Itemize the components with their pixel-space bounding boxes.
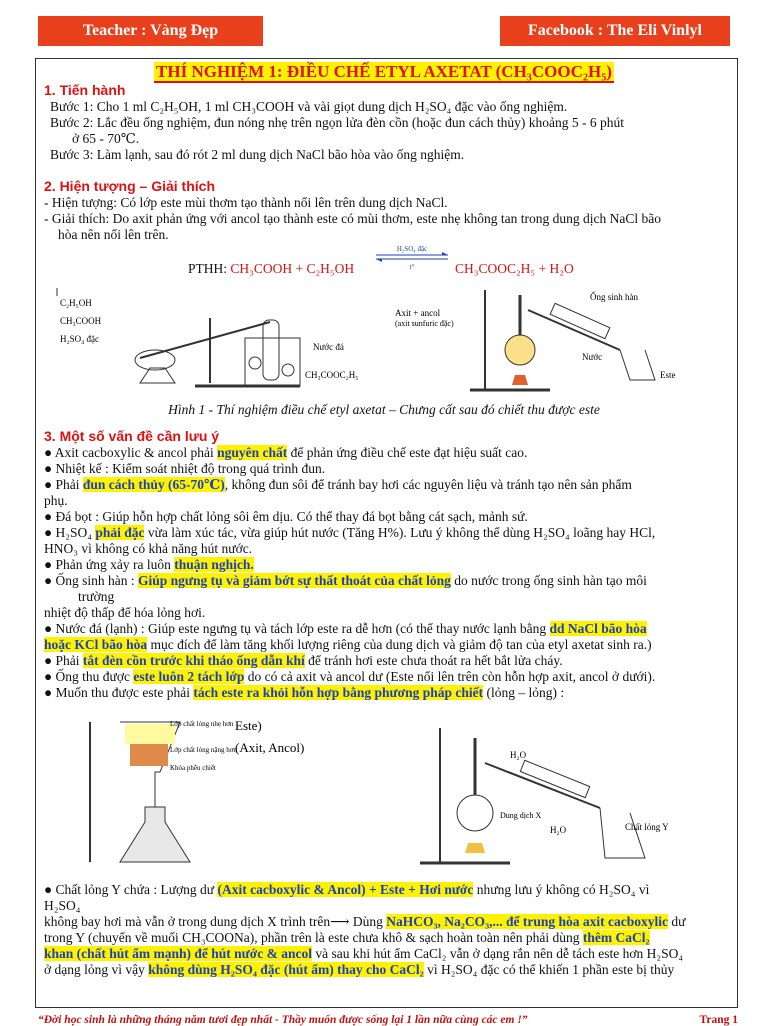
note-4: ● Đá bọt : Giúp hỗn hợp chất lỏng sôi êm dịu. Có thể thay đá bọt bằng cát sạch, mảnh sứ. bbox=[44, 509, 528, 524]
svg-text:(axit sunfuric đặc): (axit sunfuric đặc) bbox=[395, 319, 454, 328]
note-12-cont3: trong Y (chuyển về muối CH₃COONa), phần trên là este chưa khô & sạch hoàn toàn nên phải dùng thêm CaCl₂ bbox=[44, 930, 650, 945]
note-3-cont: phụ. bbox=[44, 493, 68, 508]
note-1: ● Axit cacboxylic & ancol phải nguyên chất để phản ứng điều chế este đạt hiệu suất cao. bbox=[44, 445, 528, 460]
explanation-cont: hòa nên nổi lên trên. bbox=[58, 227, 169, 242]
equation-lhs: CH₃COOH + C₂H₅OH bbox=[230, 261, 355, 276]
note-12: ● Chất lỏng Y chứa : Lượng dư (Axit cacboxylic & Ancol) + Este + Hơi nước nhưng lưu ý không có H₂SO₄ vì bbox=[44, 882, 650, 897]
step-3: Bước 3: Làm lạnh, sau đó rót 2 ml dung dịch NaCl bão hòa vào ống nghiệm. bbox=[50, 147, 465, 162]
equation-rhs: CH₃COOC₂H₅ + H₂O bbox=[455, 261, 574, 276]
svg-text:C₂H₅OH: C₂H₅OH bbox=[60, 298, 92, 308]
note-12-cont4: khan (chất hút ẩm mạnh) để hút nước & ancol và sau khi hút ẩm CaCl₂ vẫn ở dạng rắn nên dễ tách este hơn H₂SO₄ bbox=[44, 946, 684, 961]
svg-text:Dung dịch X: Dung dịch X bbox=[500, 811, 542, 820]
phenomenon: - Hiện tượng: Có lớp este mùi thơm tạo thành nổi lên trên dung dịch NaCl. bbox=[44, 195, 448, 210]
note-7-cont2: nhiệt độ thấp để hóa lỏng hơi. bbox=[44, 605, 206, 620]
note-2: ● Nhiệt kế : Kiểm soát nhiệt độ trong quá trình đun. bbox=[44, 461, 326, 476]
teacher-label: Teacher : Vàng Đẹp bbox=[82, 22, 219, 39]
note-3: ● Phải đun cách thủy (65-70℃), không đun sôi để tránh bay hơi các nguyên liệu và tránh tạo nên sản phẩm bbox=[44, 477, 632, 492]
teacher-banner bbox=[38, 16, 263, 46]
facebook-label: Facebook : The Eli Vinlyl bbox=[528, 22, 702, 39]
figure-1-right bbox=[390, 280, 710, 398]
note-12-cont2: không bay hơi mà vẫn ở trong dung dịch X trình trên⟶ Dùng NaHCO₃, Na₂CO₃,... để trung hòa axit cacboxylic dư bbox=[44, 914, 686, 929]
figure-2-right bbox=[400, 718, 710, 868]
figure-2-left bbox=[60, 712, 360, 872]
svg-text:Este): Este) bbox=[235, 718, 262, 733]
step-2-cont: ở 65 - 70℃. bbox=[72, 131, 140, 146]
figure-1-left bbox=[55, 288, 385, 398]
step-1: Bước 1: Cho 1 ml C₂H₅OH, 1 ml CH₃COOH và vài giọt dung dịch H₂SO₄ đặc vào ống nghiệm. bbox=[50, 99, 568, 114]
svg-text:CH₃COOC₂H₅: CH₃COOC₂H₅ bbox=[305, 370, 359, 380]
svg-text:H₂SO₄ đặc: H₂SO₄ đặc bbox=[60, 334, 100, 344]
svg-text:H₂O: H₂O bbox=[550, 825, 567, 835]
svg-text:Lớp chất lỏng nhẹ hơn: Lớp chất lỏng nhẹ hơn bbox=[170, 720, 234, 728]
note-8: ● Nước đá (lạnh) : Giúp este ngưng tụ và tách lớp este ra dễ hơn (có thể thay nước lạnh bằng dd NaCl bão hòa bbox=[44, 621, 647, 636]
note-5-cont: HNO₃ vì không có khả năng hút nước. bbox=[44, 541, 253, 556]
note-6: ● Phản ứng xảy ra luôn thuận nghịch. bbox=[44, 557, 254, 572]
note-9: ● Phải tắt đèn cồn trước khi tháo ống dẫn khí để tránh hơi este chưa thoát ra hết bắt lửa cháy. bbox=[44, 653, 563, 668]
note-10: ● Ống thu được este luôn 2 tách lớp do có cả axit và ancol dư (Este nổi lên trên còn hỗn hợp axit, ancol ở dưới). bbox=[44, 669, 656, 684]
svg-text:(Axit, Ancol): (Axit, Ancol) bbox=[235, 740, 305, 755]
equation: PTHH: CH₃COOH + C₂H₅OH bbox=[188, 261, 355, 276]
svg-text:Khóa phễu chiết: Khóa phễu chiết bbox=[170, 764, 216, 772]
section-3-heading: 3. Một số vấn đề cần lưu ý bbox=[44, 428, 220, 444]
svg-text:Ống sinh hàn: Ống sinh hàn bbox=[590, 292, 638, 302]
svg-text:Chất lỏng Y: Chất lỏng Y bbox=[625, 822, 669, 832]
step-2: Bước 2: Lắc đều ống nghiệm, đun nóng nhẹ trên ngọn lửa đèn cồn (hoặc đun cách thủy) khoảng 5 - 6 phút bbox=[50, 115, 625, 130]
svg-text:Este: Este bbox=[660, 370, 676, 380]
note-7: ● Ống sinh hàn : Giúp ngưng tụ và giảm bớt sự thất thoát của chất lỏng do nước trong ống sinh hàn tạo môi bbox=[44, 573, 647, 588]
section-1-heading: 1. Tiến hành bbox=[44, 82, 126, 98]
note-12-cont5: ở dạng lỏng vì vậy không dùng H₂SO₄ đặc (hút ẩm) thay cho CaCl₂ vì H₂SO₄ đặc có thể khiến 1 phần este bị thủy bbox=[44, 962, 675, 977]
note-8-cont: hoặc KCl bão hòa mục đích để làm tăng khối lượng riêng của dung dịch và giảm độ tan của etyl axetat sinh ra.) bbox=[44, 637, 652, 652]
facebook-banner bbox=[500, 16, 730, 46]
explanation: - Giải thích: Do axit phản ứng với ancol tạo thành este có mùi thơm, este nhẹ không tan trong dung dịch NaCl bão bbox=[44, 211, 661, 226]
footer-quote: “Đời học sinh là những tháng năm tươi đẹp nhất - Thầy muốn được sống lại 1 lần nữa cùng các em !” bbox=[38, 1014, 528, 1026]
note-11: ● Muốn thu được este phải tách este ra khỏi hỗn hợp bằng phương pháp chiết (lỏng – lỏng) : bbox=[44, 685, 565, 700]
svg-text:Lớp chất lỏng nặng hơn: Lớp chất lỏng nặng hơn bbox=[170, 746, 237, 754]
svg-text:H₂SO₄ đặc: H₂SO₄ đặc bbox=[396, 245, 428, 253]
figure-caption: Hình 1 - Thí nghiệm điều chế etyl axetat – Chưng cất sau đó chiết thu được este bbox=[168, 402, 600, 417]
page-number: Trang 1 bbox=[699, 1014, 738, 1026]
svg-text:Nước đá: Nước đá bbox=[313, 342, 344, 352]
svg-text:CH₃COOH: CH₃COOH bbox=[60, 316, 102, 326]
footer bbox=[38, 1014, 738, 1026]
svg-text:Nước: Nước bbox=[582, 352, 603, 362]
page-title: THÍ NGHIỆM 1: ĐIỀU CHẾ ETYL AXETAT (CH₃COOC₂H₅) bbox=[156, 62, 612, 81]
note-5: ● H₂SO₄ phải đặc vừa làm xúc tác, vừa giúp hút nước (Tăng H%). Lưu ý không thể dùng H₂SO₄ loãng hay HCl, bbox=[44, 525, 656, 540]
svg-text:Axit + ancol: Axit + ancol bbox=[395, 308, 441, 318]
note-7-cont: trường bbox=[78, 589, 115, 604]
svg-text:H₂O: H₂O bbox=[510, 750, 527, 760]
note-12-cont: H₂SO₄ bbox=[44, 898, 81, 913]
svg-text:t°: t° bbox=[409, 263, 415, 271]
equilibrium-arrow bbox=[372, 242, 452, 274]
section-2-heading: 2. Hiện tượng – Giải thích bbox=[44, 178, 216, 194]
